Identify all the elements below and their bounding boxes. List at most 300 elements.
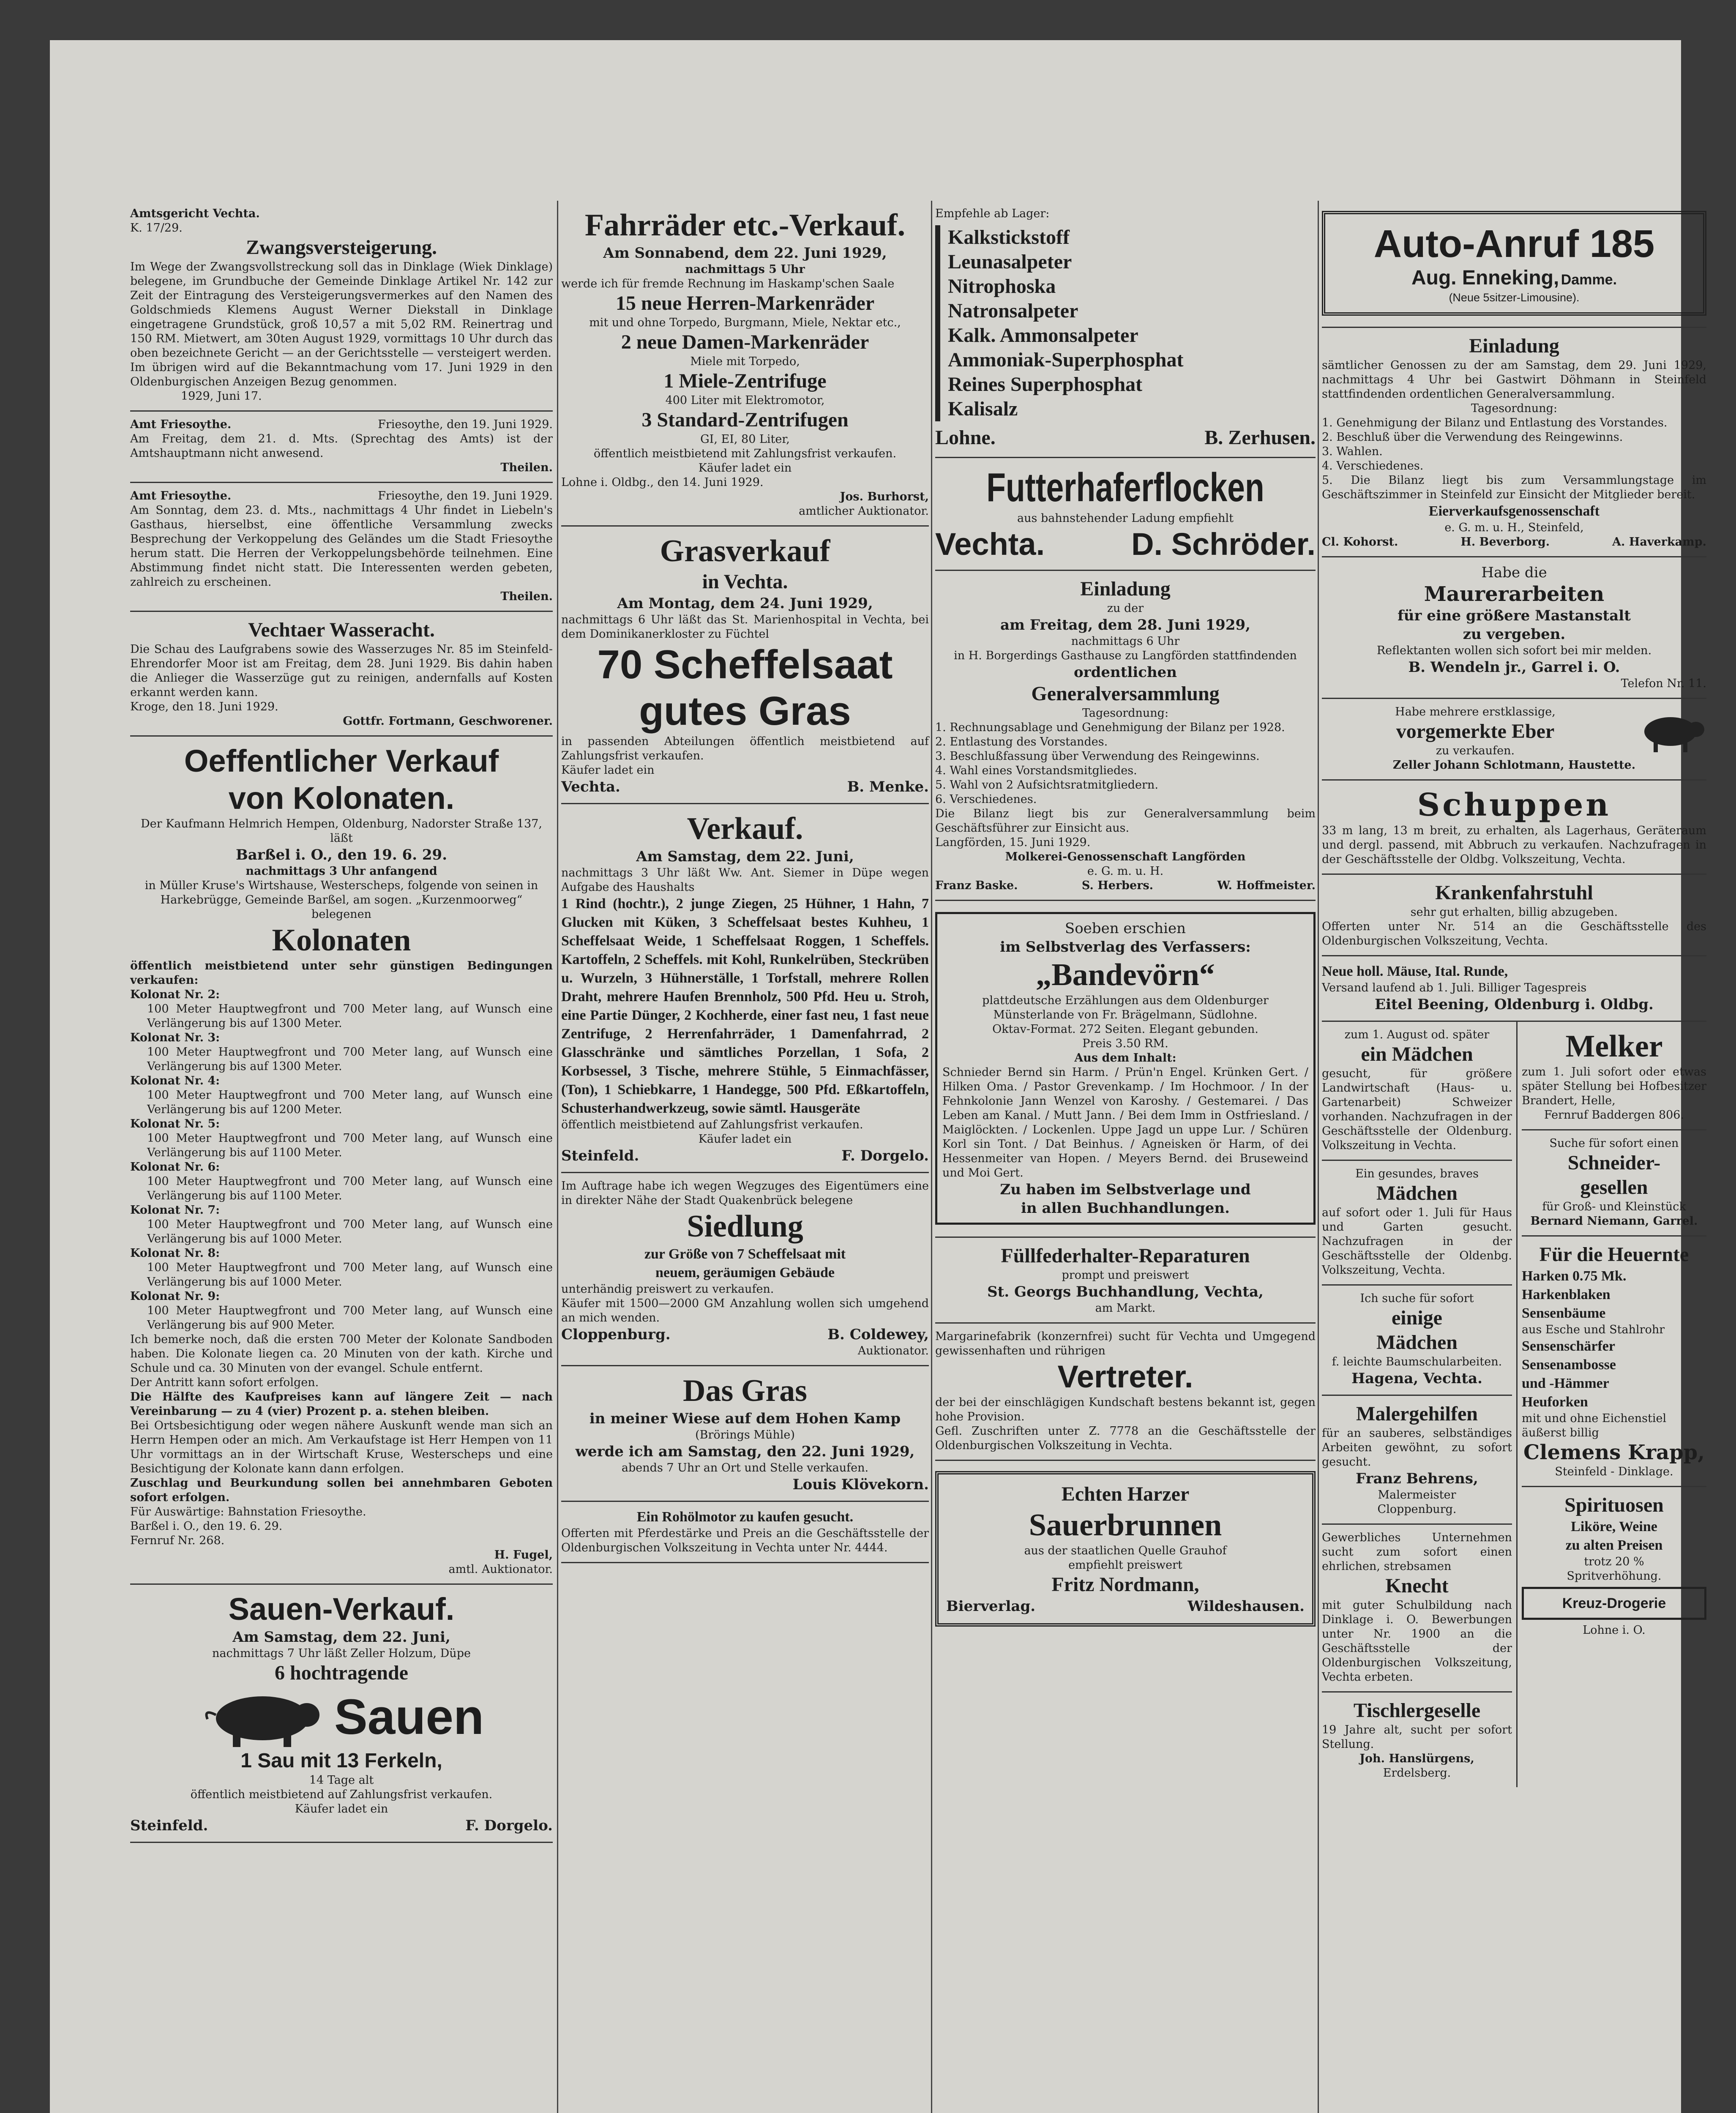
ad-place: in Müller Kruse's Wirtshause, Westerscheps, folgende von seinen in Harkebrügge, Gemeinde Barßel, am sogen. „Kurzenmoorweg“ belegenen xyxy=(145,879,538,921)
ad-date: Am Samstag, dem 22. Juni, xyxy=(636,848,854,865)
ad-signature: F. Dorgelo. xyxy=(841,1147,929,1164)
ad-format: Oktav-Format. 272 Seiten. Elegant gebunden. xyxy=(992,1023,1258,1036)
ad-title: Schuppen xyxy=(1417,787,1611,823)
ad-line-1: zu der xyxy=(1107,602,1144,615)
ad-subtitle: prompt und preiswert xyxy=(1062,1269,1189,1282)
ad-line-2: am Freitag, dem 28. Juni 1929, xyxy=(1000,617,1250,633)
shop-box xyxy=(1522,1587,1706,1620)
list-item: Kolonat Nr. 6: 100 Meter Hauptwegfront und 700 Meter lang, auf Wunsch eine Verlängerung bis auf 1100 Meter. xyxy=(130,1160,553,1202)
ad-subtitle: (Neue 5sitzer-Limousine). xyxy=(1449,291,1580,304)
ad-title: Einladung xyxy=(1080,578,1171,600)
list-item: Harkenblaken xyxy=(1522,1287,1610,1302)
ad-place: Vechta. xyxy=(561,778,620,795)
ad-title: Futterhaferflocken xyxy=(986,465,1264,510)
small-ads-grid xyxy=(1322,1022,1706,1787)
ad-terms: in passenden Abteilungen öffentlich meistbietend auf Zahlungsfrist verkaufen. xyxy=(561,735,929,762)
agenda-item: 4. Wahl eines Vorstandsmitgliedes. xyxy=(935,764,1137,777)
ad-top: Ich suche für sofort xyxy=(1360,1292,1474,1305)
column-rule xyxy=(931,201,932,2113)
ad-shop: Kreuz-Drogerie xyxy=(1562,1595,1666,1611)
ad-trade: Bierverlag. xyxy=(946,1598,1036,1615)
masonry-ad xyxy=(1322,557,1706,699)
list-item: Kolonat Nr. 9: 100 Meter Hauptwegfront und 700 Meter lang, auf Wunsch eine Verlängerung bis auf 900 Meter. xyxy=(130,1290,553,1332)
household-sale-ad xyxy=(561,804,929,1173)
ad-line-3: nachmittags 6 Uhr xyxy=(1071,635,1180,648)
ad-big-word: Kolonaten xyxy=(272,923,411,958)
ad-line-1: zur Größe von 7 Scheffelsaat mit xyxy=(644,1246,846,1262)
das-gras-ad xyxy=(561,1366,929,1502)
kolonate-sale-ad xyxy=(130,737,553,1585)
ad-signature-role: Malermeister xyxy=(1378,1488,1456,1501)
ad-intro: Der Kaufmann Helmrich Hempen, Oldenburg, Nadorster Straße 137, läßt xyxy=(140,817,543,845)
carpenter-seeking-ad xyxy=(1322,1693,1512,1787)
ad-title: Malergehilfen xyxy=(1356,1403,1478,1425)
column-rule xyxy=(557,201,558,2113)
ad-signature: H. Beverborg. xyxy=(1460,535,1550,549)
list-item: Sensenbäume xyxy=(1522,1305,1606,1321)
court-title: Zwangsversteigerung. xyxy=(246,236,437,259)
ad-address: am Markt. xyxy=(1095,1302,1156,1315)
ad-place: werde ich für fremde Rechnung im Haskamp'schen Saale xyxy=(561,277,895,290)
kolonat-list xyxy=(130,988,553,1332)
ad-shop: St. Georgs Buchhandlung, Vechta, xyxy=(987,1283,1264,1300)
ad-signature: Eitel Beening, Oldenburg i. Oldbg. xyxy=(1375,996,1654,1013)
list-item: Kolonat Nr. 8: 100 Meter Hauptwegfront und 700 Meter lang, auf Wunsch eine Verlängerung bis auf 1000 Meter. xyxy=(130,1247,553,1289)
pig-illustration xyxy=(199,1685,326,1749)
ad-name: Aug. Enneking, xyxy=(1411,267,1559,289)
ad-line-2: zu verkaufen. xyxy=(1436,744,1515,757)
ad-line-3: werde ich am Samstag, den 22. Juni 1929, xyxy=(575,1443,915,1460)
ad-title: Neue holl. Mäuse, Ital. Runde, xyxy=(1322,964,1508,979)
ad-title-2: von Kolonaten. xyxy=(228,781,455,816)
small-ads-right xyxy=(1518,1022,1706,1787)
ad-date: Barßel i. O., den 19. 6. 29. xyxy=(235,846,448,863)
ad-line-2: im Selbstverlag des Verfassers: xyxy=(1000,939,1251,955)
bicycle-sale-ad xyxy=(561,201,929,527)
book-ad-frame xyxy=(935,912,1316,1225)
ad-date-line: Lohne i. Oldbg., den 14. Juni 1929. xyxy=(561,476,764,489)
ad-body: für Groß- und Kleinstück xyxy=(1542,1200,1686,1213)
court-notice xyxy=(130,201,553,412)
ad-big-1: 70 Scheffelsaat xyxy=(597,642,893,687)
friesoythe-notice-1 xyxy=(130,412,553,483)
ad-line-4: abends 7 Uhr an Ort und Stelle verkaufen. xyxy=(621,1461,869,1474)
office-name: Amt Friesoythe. xyxy=(130,489,232,502)
ad-title: Spirituosen xyxy=(1564,1494,1664,1516)
ad-place: Steinfeld - Dinklage. xyxy=(1555,1465,1673,1478)
ad-signature-role: Auktionator. xyxy=(857,1344,929,1357)
ad-date: Am Sonnabend, dem 22. Juni 1929, xyxy=(603,245,887,262)
ad-body: der bei der einschlägigen Kundschaft bestens bekannt ist, gegen hohe Provision. xyxy=(935,1396,1316,1423)
ad-title: Tischlergeselle xyxy=(1353,1699,1481,1722)
list-item: Kolonat Nr. 2: 100 Meter Hauptwegfront und 700 Meter lang, auf Wunsch eine Verlängerung bis auf 1300 Meter. xyxy=(130,988,553,1030)
ad-top: zum 1. August od. später xyxy=(1344,1028,1490,1041)
office-name: Amt Friesoythe. xyxy=(130,418,232,431)
ad-date: Am Samstag, dem 22. Juni, xyxy=(232,1629,450,1646)
ad-body: Offerten mit Pferdestärke und Preis an die Geschäftsstelle der Oldenburgischen Volkszeitung in Vechta unter Nr. 4444. xyxy=(561,1527,929,1554)
ad-title: Fahrräder etc.-Verkauf. xyxy=(584,208,906,243)
ad-title: Melker xyxy=(1565,1029,1663,1064)
motor-wanted-ad xyxy=(561,1502,929,1563)
oat-flakes-ad xyxy=(935,458,1316,571)
ad-title: Grasverkauf xyxy=(660,534,830,568)
ad-subtitle: aus bahnstehender Ladung empfiehlt xyxy=(1017,512,1234,525)
fountain-pen-ad xyxy=(935,1238,1316,1324)
ad-p3: Die Hälfte des Kaufpreises kann auf längere Zeit — nach Vereinbarung — zu 4 (vier) Prozent p. a. stehen bleiben. xyxy=(130,1390,553,1418)
agenda-item: 3. Wahlen. xyxy=(1322,445,1383,458)
taxi-frame xyxy=(1322,211,1706,316)
list-item: äußerst billig xyxy=(1522,1426,1599,1439)
ad-time: nachmittags 5 Uhr xyxy=(685,263,805,276)
ad-line-2: für eine größere Mastanstalt xyxy=(1398,607,1631,624)
ad-signature-role: amtlicher Auktionator. xyxy=(799,505,929,518)
agenda-heading: Tagesordnung: xyxy=(1471,402,1558,415)
notice-signature: Gottfr. Fortmann, Geschworener. xyxy=(343,715,553,728)
ad-intro: Gewerbliches Unternehmen sucht zum sofort einen ehrlichen, strebsamen xyxy=(1322,1531,1512,1573)
ad-p5: Zuschlag und Beurkundung sollen bei annehmbaren Geboten sofort erfolgen. xyxy=(130,1477,553,1504)
ad-lead: öffentlich meistbietend unter sehr günstigen Bedingungen verkaufen: xyxy=(130,959,553,987)
ad-line-1: Habe die xyxy=(1481,564,1547,581)
ad-line-1: 15 neue Herren-Markenräder xyxy=(615,292,875,314)
grass-sale-ad xyxy=(561,527,929,804)
ad-signature: Jos. Burhorst, xyxy=(840,490,929,503)
ad-line-4: in H. Borgerdings Gasthause zu Langförden stattfindenden xyxy=(954,649,1297,662)
court-body: Im Wege der Zwangsvollstreckung soll das in Dinklage (Wiek Dinklage) belegene, im Grundbuche der Gemeinde Dinklage Artikel Nr. 142 zur Zeit der Eintragung des Versteigerungsvermerkes auf den Namen des Goldschmieds Klemens August Werner Diekstall in Dinklage eingetragene Grundstück, groß 10,57 a mit 5,02 RM. Reinertrag und 150 RM. Mietwert, am 30ten August 1929, vormittags 10 Uhr durch das oben bezeichnete Gericht — an der Gerichtsstelle — versteigert werden. xyxy=(130,260,553,360)
ad-title: Echten Harzer xyxy=(1061,1483,1190,1505)
ad-signature: A. Haverkamp. xyxy=(1612,535,1706,549)
ad-line-1: aus der staatlichen Quelle Grauhof xyxy=(1024,1544,1227,1557)
wheelchair-ad xyxy=(1322,875,1706,956)
agenda-item: 4. Verschiedenes. xyxy=(1322,459,1424,472)
ad-signature: Franz Baske. xyxy=(935,879,1018,892)
ad-tel: Telefon Nr. 11. xyxy=(1621,677,1706,690)
ad-line-4: in allen Buchhandlungen. xyxy=(1021,1200,1230,1217)
ad-title-2: Sauerbrunnen xyxy=(1029,1508,1222,1542)
fertilizer-list xyxy=(935,225,1316,421)
taxi-ad xyxy=(1322,201,1706,328)
ad-line-3: 1 Miele-Zentrifuge xyxy=(663,370,827,392)
ad-title: Einladung xyxy=(1469,335,1559,357)
notice-date: Kroge, den 18. Juni 1929. xyxy=(130,700,278,713)
wasseracht-notice xyxy=(130,612,553,737)
ad-date: Am Montag, dem 24. Juni 1929, xyxy=(617,595,873,612)
egg-coop-meeting-ad xyxy=(1322,328,1706,557)
farmhand-wanted-ad xyxy=(1322,1525,1512,1693)
ad-name: B. Wendeln jr., Garrel i. O. xyxy=(1408,659,1620,676)
ad-title: Schneider- xyxy=(1567,1152,1661,1174)
court-name: Amtsgericht Vechta. xyxy=(130,207,260,220)
ad-terms: öffentlich meistbietend auf Zahlungsfrist verkaufen. xyxy=(190,1788,493,1801)
ad-title: einige xyxy=(1392,1307,1442,1329)
ad-item-list: 1 Rind (hochtr.), 2 junge Ziegen, 25 Hühner, 1 Hahn, 7 Glucken mit Küken, 3 Scheffelsaat bestes Kuhheu, 1 Scheffelsaat Weide, 1 Scheffelsaat Roggen, 1 Scheffels. Kartoffeln, 2 Scheffels. mit Kohl, Runkelrüben, Steckrüben u. Wurzeln, 3 Hühnerställe, 1 Torfstall, mehrere Rollen Draht, mehrere Haufen Brennholz, 500 Pfd. Heu u. Stroh, eine Partie Dünger, 2 Kochherde, einer fast neu, 1 fast neue Zentrifuge, 2 Herrenfahrräder, 1 Damenfahrrad, 2 Glasschränke und sämtliches Porzellan, 1 Sofa, 2 Korbsessel, 3 Tische, mehrere Stühle, 5 Einmachfässer, (Ton), 1 Schiebkarre, 1 Handegge, 500 Pfd. Eßkartoffeln, Schusterhandwerkzeug, sowie sämtl. Hausgeräte xyxy=(561,896,929,1116)
ad-body-2: Gefl. Zuschriften unter Z. 7778 an die Geschäftsstelle der Oldenburgischen Volkszeitung in Vechta. xyxy=(935,1425,1316,1452)
ad-line-1: in meiner Wiese auf dem Hohen Kamp xyxy=(589,1410,901,1427)
ad-body: auf sofort oder 1. Juli für Haus und Garten gesucht. Nachzufragen in der Geschäftsstelle der Oldenbg. Volkszeitung, Vechta. xyxy=(1322,1206,1512,1277)
ad-org: Molkerei-Genossenschaft Langförden xyxy=(1005,850,1246,863)
ad-title: Verkauf. xyxy=(687,811,803,846)
ad-subtitle: sehr gut erhalten, billig abzugeben. xyxy=(1410,906,1618,919)
agenda-item: 2. Beschluß über die Verwendung des Reingewinns. xyxy=(1322,431,1623,444)
ad-p2: Der Antritt kann sofort erfolgen. xyxy=(130,1376,319,1389)
list-item: Sensenschärfer xyxy=(1522,1338,1615,1354)
ad-age: 14 Tage alt xyxy=(309,1774,374,1787)
list-item: Ammoniak-Superphosphat xyxy=(948,349,1184,371)
ad-line-2: 2 neue Damen-Markenräder xyxy=(621,331,869,353)
spirits-ad xyxy=(1522,1487,1706,1644)
friesoythe-notice-2 xyxy=(130,483,553,612)
ad-signature: D. Schröder. xyxy=(1131,527,1316,562)
maid-wanted-ad-1 xyxy=(1322,1022,1512,1161)
boar-ad xyxy=(1322,699,1706,781)
ad-body: sämtlicher Genossen zu der am Samstag, dem 29. Juni 1929, nachmittags 4 Uhr bei Gastwirt Döhmann in Steinfeld stattfindenden ordentlichen Generalversammlung. xyxy=(1322,359,1706,401)
ad-small: unterhändig preiswert zu verkaufen. xyxy=(561,1283,774,1296)
column-rule xyxy=(1318,201,1319,2113)
ad-line-4-sub: GI, EI, 80 Liter, xyxy=(700,433,790,446)
ad-title: Knecht xyxy=(1385,1575,1449,1597)
ad-rest: Ich bemerke noch, daß die ersten 700 Meter der Kolonate Sandboden haben. Die Kolonate liegen ca. 20 Minuten von der kath. Kirche und Schule und ca. 30 Minuten von der evangel. Schule entfernt. xyxy=(130,1333,553,1375)
ad-big: Generalversammlung xyxy=(1031,682,1220,705)
sales-rep-ad xyxy=(935,1324,1316,1461)
ad-line-2: Liköre, Weine xyxy=(1571,1519,1657,1534)
column-2 xyxy=(561,201,929,2113)
ad-line-2: (Brörings Mühle) xyxy=(695,1428,795,1441)
fertilizer-ad xyxy=(935,201,1316,458)
agenda-item: 3. Beschlußfassung über Verwendung des Reingewinns. xyxy=(935,750,1260,763)
list-item: Reines Superphosphat xyxy=(948,373,1143,396)
ad-org: Eierverkaufsgenossenschaft xyxy=(1428,503,1600,519)
ad-title: Krankenfahrstuhl xyxy=(1435,882,1593,904)
ad-signature: B. Coldewey, xyxy=(827,1326,929,1343)
ad-signature: B. Menke. xyxy=(847,778,929,795)
court-date: 1929, Juni 17. xyxy=(181,390,262,403)
ad-signature: H. Fugel, xyxy=(494,1548,553,1562)
ad-line-2: empfiehlt preiswert xyxy=(1068,1559,1182,1572)
list-item: und -Hämmer xyxy=(1522,1376,1609,1391)
ad-title: Vertreter. xyxy=(1057,1359,1193,1394)
ad-big-3: 1 Sau mit 13 Ferkeln, xyxy=(240,1750,442,1772)
ad-title-2: Mädchen xyxy=(1376,1331,1458,1354)
ad-line-3: zu alten Preisen xyxy=(1565,1537,1663,1553)
ad-terms: öffentlich meistbietend auf Zahlungsfrist verkaufen. xyxy=(561,1118,863,1131)
list-item: Kalk. Ammonsalpeter xyxy=(948,324,1138,347)
ad-signature: Bernard Niemann, Garrel. xyxy=(1530,1215,1698,1228)
ad-subtitle: in Vechta. xyxy=(702,571,788,593)
ad-body: Offerten unter Nr. 514 an die Geschäftsstelle des Oldenburgischen Volkszeitung, Vechta. xyxy=(1322,920,1706,947)
ad-big-1: 6 hochtragende xyxy=(275,1662,408,1684)
ad-body: f. leichte Baumschularbeiten. xyxy=(1332,1355,1502,1368)
ad-body: gesucht, für größere Landwirtschaft (Haus- u. Gartenarbeit) Schweizer vorhanden. Nachzufragen in der Geschäftsstelle der Oldenburg. Volkszeitung in Vechta. xyxy=(1322,1067,1512,1152)
list-item: aus Esche und Stahlrohr xyxy=(1522,1323,1665,1336)
ad-name: Fritz Nordmann, xyxy=(1051,1573,1199,1596)
list-item: Kolonat Nr. 3: 100 Meter Hauptwegfront und 700 Meter lang, auf Wunsch eine Verlängerung bis auf 1300 Meter. xyxy=(130,1031,553,1073)
list-item: Nitrophoska xyxy=(948,275,1056,298)
ad-signature-role: amtl. Auktionator. xyxy=(448,1563,553,1576)
ad-signature: Cl. Kohorst. xyxy=(1322,535,1398,549)
ad-invite: Käufer ladet ein xyxy=(561,764,655,777)
ad-body: für an sauberes, selbständiges Arbeiten gewöhnt, zu sofort gesucht. xyxy=(1322,1427,1512,1469)
hay-harvest-ad xyxy=(1522,1237,1706,1487)
ad-body: Versand laufend ab 1. Juli. Billiger Tagespreis xyxy=(1322,981,1587,994)
ad-signature: Joh. Hanslürgens, xyxy=(1359,1752,1474,1765)
ad-org-2: e. G. m. u. H., Steinfeld, xyxy=(1444,521,1584,534)
ad-head: Empfehle ab Lager: xyxy=(935,207,1050,220)
ad-signature: Franz Behrens, xyxy=(1356,1470,1478,1487)
ad-top: Ein gesundes, braves xyxy=(1355,1167,1479,1180)
list-item: Harken 0.75 Mk. xyxy=(1522,1268,1627,1284)
pig-headline xyxy=(130,1685,553,1749)
small-ads-left xyxy=(1322,1022,1518,1787)
ad-title: Siedlung xyxy=(687,1209,803,1244)
ad-invite: Käufer ladet ein xyxy=(698,1133,792,1146)
ad-p4: Bei Ortsbesichtigung oder wegen nähere Auskunft wende man sich an Herrn Hempen oder an mich. Am Verkaufstage ist Herr Hempen von 11 Uhr vormittags an in der Wirtschaft Kruse, Westerscheps und eine Besichtigung der Kolonate kann dann erfolgen. xyxy=(130,1419,553,1475)
ad-tel: Fernruf Baddergen 806. xyxy=(1544,1108,1684,1122)
ad-p6: Für Auswärtige: Bahnstation Friesoythe. xyxy=(130,1505,366,1518)
ad-invite: Käufer ladet ein xyxy=(698,461,792,475)
ad-place: Lohne. xyxy=(935,426,996,449)
shed-ad xyxy=(1322,781,1706,875)
ad-line-2-sub: Miele mit Torpedo, xyxy=(690,355,800,368)
notice-signature: Theilen. xyxy=(500,461,553,474)
ad-title: Mädchen xyxy=(1376,1182,1458,1204)
ad-intro: Im Auftrage habe ich wegen Wegzuges des Eigentümers eine in direkter Nähe der Stadt Quakenbrück belegene xyxy=(561,1179,929,1207)
milker-ad xyxy=(1522,1022,1706,1130)
ad-invite: Käufer ladet ein xyxy=(295,1802,388,1815)
ad-title: Füllfederhalter-Reparaturen xyxy=(1001,1245,1250,1267)
ad-top: Suche für sofort einen xyxy=(1549,1137,1679,1150)
ad-line-3-sub: 400 Liter mit Elektromotor, xyxy=(665,394,825,407)
notice-title: Vechtaer Wasseracht. xyxy=(248,619,435,641)
ad-contents: Schnieder Bernd sin Harm. / Prün'n Engel. Krünken Gert. / Hilken Oma. / Pastor Grevenkamp. / Im Hochmoor. / In der Fehnkolonie Jann Wenzel von Karoshy. / Gestemarei. / Das Leben am Kanal. / Mutt Jann. / Bei dem Imm in Ostfriesland. / Maiglöckten. / Lockenlen. Uppe Jagd un uppe Lur. / Schüren Korl sin Tont. / Dat Beinhus. / Agneisken ör Harm, of dei Hessenmeiter van Hopen. / Meyers Bernd. dei Bruseweind und Moi Gert. xyxy=(942,1066,1308,1179)
ad-title: Auto-Anruf 185 xyxy=(1373,222,1655,265)
ad-terms: öffentlich meistbietend mit Zahlungsfrist verkaufen. xyxy=(593,447,897,460)
ad-line-4: trotz 20 % xyxy=(1584,1555,1644,1568)
ad-big-2: gutes Gras xyxy=(639,688,851,734)
notice-date: Friesoythe, den 19. Juni 1929. xyxy=(378,489,553,502)
painter-wanted-ad xyxy=(1322,1396,1512,1525)
ad-line-4: 3 Standard-Zentrifugen xyxy=(641,409,849,431)
list-item: Natronsalpeter xyxy=(948,300,1078,322)
ad-contents-head: Aus dem Inhalt: xyxy=(1074,1051,1176,1065)
ad-big-2: Sauen xyxy=(334,1689,484,1745)
ad-org-2: e. G. m. u. H. xyxy=(1087,865,1164,878)
ad-line-4: Reflektanten wollen sich sofort bei mir melden. xyxy=(1376,644,1652,657)
agenda-item: 6. Verschiedenes. xyxy=(935,793,1037,806)
ad-note: 5. Die Bilanz liegt bis zum Versammlungstage im Geschäftszimmer in Steinfeld zur Einsicht der Mitglieder bereit. xyxy=(1322,474,1706,501)
ad-title: Das Gras xyxy=(683,1373,807,1408)
newspaper-page xyxy=(50,40,1706,2113)
ad-line-1-sub: mit und ohne Torpedo, Burgmann, Miele, Nektar etc., xyxy=(589,316,901,329)
ad-title-2: gesellen xyxy=(1580,1176,1648,1198)
court-ref: K. 17/29. xyxy=(130,221,183,235)
ad-place: Damme. xyxy=(1561,272,1617,288)
ad-title: Oeffentlicher Verkauf xyxy=(184,743,499,778)
mineral-water-frame xyxy=(935,1471,1316,1627)
mineral-water-ad xyxy=(935,1461,1316,1638)
ad-body: 19 Jahre alt, sucht per sofort Stellung. xyxy=(1322,1723,1512,1751)
ad-price: Preis 3.50 RM. xyxy=(1082,1037,1168,1050)
ad-desc: plattdeutsche Erzählungen aus dem Oldenburger Münsterlande von Fr. Brägelmann, Südlohne. xyxy=(982,994,1269,1021)
ad-note: Die Bilanz liegt bis zur Generalversammlung beim Geschäftsführer zur Einsicht aus. xyxy=(935,807,1316,835)
ad-intro: Margarinefabrik (konzernfrei) sucht für Vechta und Umgegend gewissenhaften und rührigen xyxy=(935,1330,1316,1357)
list-item: Kolonat Nr. 4: 100 Meter Hauptwegfront und 700 Meter lang, auf Wunsch eine Verlängerung bis auf 1200 Meter. xyxy=(130,1074,553,1116)
list-item: mit und ohne Eichenstiel xyxy=(1522,1412,1667,1425)
list-item: Sensenambosse xyxy=(1522,1357,1616,1373)
column-4 xyxy=(1322,201,1706,2113)
list-item: Kolonat Nr. 7: 100 Meter Hauptwegfront und 700 Meter lang, auf Wunsch eine Verlängerung bis auf 1000 Meter. xyxy=(130,1204,553,1245)
ad-line-1: Soeben erschien xyxy=(1065,920,1186,937)
court-body-2: Im übrigen wird auf die Bekanntmachung vom 17. Juni 1929 in den Oldenburgischen Anzeigen Bezug genommen. xyxy=(130,361,553,388)
ad-line-1: Habe mehrere erstklassige, xyxy=(1395,705,1556,718)
ad-signature: W. Hoffmeister. xyxy=(1217,879,1316,892)
ad-line-5: Spritverhöhung. xyxy=(1567,1570,1662,1583)
potato-ad xyxy=(1322,956,1706,1022)
ad-line-3: zu vergeben. xyxy=(1463,626,1566,643)
agenda-item: 1. Rechnungsablage und Genehmigung der Bilanz per 1928. xyxy=(935,721,1285,734)
boar-row xyxy=(1322,705,1706,758)
ad-place: Lohne i. O. xyxy=(1583,1624,1646,1637)
ad-time: nachmittags 3 Uhr anfangend xyxy=(246,865,437,878)
column-3 xyxy=(935,201,1316,2113)
ad-place: Wildeshausen. xyxy=(1187,1598,1305,1615)
ad-body: zum 1. Juli sofort oder etwas später Stellung bei Hofbesitzer Brandert, Helle, xyxy=(1522,1065,1706,1107)
dairy-meeting-ad xyxy=(935,571,1316,901)
ad-title: Ein Rohölmotor zu kaufen gesucht. xyxy=(636,1509,854,1525)
ad-line-3: Zu haben im Selbstverlage und xyxy=(1000,1181,1251,1198)
list-item: Leunasalpeter xyxy=(948,251,1072,273)
ad-signature: Hagena, Vechta. xyxy=(1351,1370,1482,1387)
agenda-item: 1. Genehmigung der Bilanz und Entlastung des Vorstandes. xyxy=(1322,416,1668,429)
ad-place: Cloppenburg. xyxy=(561,1326,671,1343)
ad-body: Käufer mit 1500—2000 GM Anzahlung wollen sich umgehend an mich wenden. xyxy=(561,1297,929,1324)
ad-place: Cloppenburg. xyxy=(1377,1503,1457,1516)
ad-signature: B. Zerhusen. xyxy=(1204,426,1316,449)
pig-illustration xyxy=(1635,708,1706,755)
list-item: Kalisalz xyxy=(948,398,1018,420)
tailor-wanted-ad xyxy=(1522,1130,1706,1237)
ad-signature: Clemens Krapp, xyxy=(1523,1441,1705,1464)
settlement-sale-ad xyxy=(561,1173,929,1366)
ad-signature: Zeller Johann Schlotmann, Haustette. xyxy=(1392,759,1636,772)
ad-title: „Bandevörn“ xyxy=(1036,958,1215,992)
ad-title: vorgemerkte Eber xyxy=(1396,720,1555,743)
ad-tel: Fernruf Nr. 268. xyxy=(130,1534,225,1547)
ad-signature: Louis Klövekorn. xyxy=(792,1476,929,1493)
ad-title: Sauen-Verkauf. xyxy=(228,1592,455,1627)
ad-body: 33 m lang, 13 m breit, zu erhalten, als Lagerhaus, Geräteraum und dergl. passend, mit Abbruch zu verkaufen. Nachzufragen in der Geschäftsstelle der Oldbg. Volkszeitung, Vechta. xyxy=(1322,824,1706,866)
list-item: Kolonat Nr. 5: 100 Meter Hauptwegfront und 700 Meter lang, auf Wunsch eine Verlängerung bis auf 1100 Meter. xyxy=(130,1117,553,1159)
notice-signature: Theilen. xyxy=(500,590,553,603)
list-item: Heuforken xyxy=(1522,1394,1588,1410)
ad-date-line: Langförden, 15. Juni 1929. xyxy=(935,836,1091,849)
ad-title: ein Mädchen xyxy=(1361,1043,1473,1065)
maid-wanted-ad-3 xyxy=(1322,1286,1512,1396)
sauen-sale-ad xyxy=(130,1585,553,1843)
ad-place: Steinfeld. xyxy=(561,1147,639,1164)
ad-title: Maurerarbeiten xyxy=(1424,582,1605,606)
ad-signature: S. Herbers. xyxy=(1081,879,1154,892)
book-ad xyxy=(935,901,1316,1238)
column-1 xyxy=(130,201,553,2113)
ad-date-line: Barßel i. O., den 19. 6. 29. xyxy=(130,1520,283,1533)
ad-body: nachmittags 6 Uhr läßt das St. Marienhospital in Vechta, bei dem Dominikanerkloster zu Füchtel xyxy=(561,613,929,641)
ad-title: Für die Heuernte xyxy=(1539,1243,1689,1266)
notice-date: Friesoythe, den 19. Juni 1929. xyxy=(378,418,553,431)
ad-body: nachmittags 7 Uhr läßt Zeller Holzum, Düpe xyxy=(212,1647,471,1660)
ad-place: Erdelsberg. xyxy=(1383,1766,1451,1780)
maid-wanted-ad-2 xyxy=(1322,1161,1512,1286)
notice-body: Am Sonntag, dem 23. d. Mts., nachmittags 4 Uhr findet in Liebeln's Gasthaus, hierselbst, eine öffentliche Versammlung zwecks Besprechung der Verkoppelung des Geländes um die Stadt Friesoythe herum statt. Die Herren der Verkoppelungsbehörde teilnehmen. Eine Abstimmung findet nicht statt. Die Interessenten werden gebeten, zahlreich zu erscheinen. xyxy=(130,504,553,589)
agenda-item: 2. Entlastung des Vorstandes. xyxy=(935,735,1108,748)
